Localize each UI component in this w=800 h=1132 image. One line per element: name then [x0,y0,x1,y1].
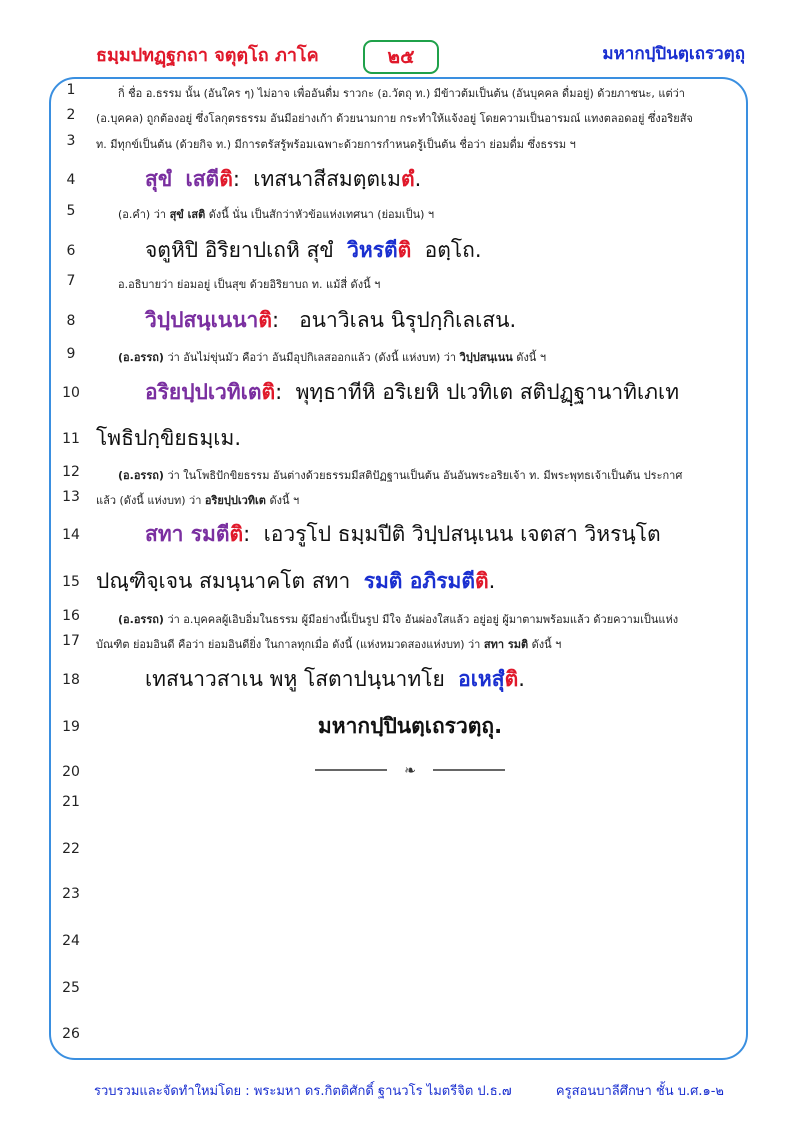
pali-keyword: รมติ อภิรมตี [363,569,475,593]
story-end-title: มหากปฺปินตฺเถรวตฺถุ. [317,714,503,738]
translation-line [96,635,561,653]
line-number: 12 [62,464,80,480]
line-number: 4 [66,172,76,188]
pali-line [145,376,679,409]
translation-text: ดังนี้ นั่น เป็นสักว่าหัวข้อแห่งเทศนา (ย่อมเป็น) ฯ [208,208,435,221]
translation-text: แล้ว (ดังนี้ แห่งบท) ว่า [96,494,202,507]
line-number: 21 [62,794,80,810]
line-number: 5 [66,203,76,219]
pali-line [145,663,525,696]
line-number: 16 [62,608,80,624]
pali-emphasis: ตํ [401,167,415,191]
line-number: 24 [62,933,80,949]
pali-text: เทสนาวสาเน พหู โสตาปนฺนาทโย [145,667,445,691]
translation-keyword: (อ.อรรถ) [118,351,164,364]
translation-text: ดังนี้ ฯ [269,494,300,507]
period: . [518,667,525,691]
line-number: 15 [62,574,80,590]
pali-keyword: อเหสุํ [458,667,505,691]
pali-keyword: สุขํ [145,167,173,191]
line-number: 20 [62,764,80,780]
pali-text: เอวรูโป ธมฺมปีติ วิปฺปสนฺเนน เจตสา วิหรนฺโต [263,522,661,546]
pali-text: เทสนาสีสมตฺตเม [253,167,402,191]
line-number: 13 [62,489,80,505]
translation-text: ดังนี้ ฯ [531,638,562,651]
line-number: 25 [62,980,80,996]
ornament-glyph: ❧ [404,763,416,778]
line-number: 2 [66,107,76,123]
iti-particle: ติ [504,667,519,691]
pali-line [145,234,482,267]
pali-line [145,518,661,551]
ornament-divider [315,762,505,778]
line-number: 7 [66,273,76,289]
line-number: 6 [66,243,76,259]
pali-line: โพธิปกฺขิยธมฺเม. [96,426,242,450]
line-number: 11 [62,431,80,447]
translation-line [96,491,299,509]
line-number: 17 [62,633,80,649]
pali-line [145,163,421,196]
translation-text: บัณฑิต ย่อมอินดี คือว่า ย่อมอินดียิ่ง ในกาลทุกเมื่อ ดังนี้ (แห่งหมวดสองแห่งบท) ว่า [96,638,481,651]
line-number: 26 [62,1026,80,1042]
pali-line [96,565,495,598]
line-number: 3 [66,133,76,149]
translation-keyword: (อ.อรรถ) [118,469,164,482]
pali-keyword: สทา รมตี [145,522,230,546]
translation-text: ดังนี้ ฯ [516,351,547,364]
pali-keyword: วิปฺปสนฺเนนา [145,308,259,332]
iti-particle: ติ [474,569,489,593]
line-number: 9 [66,346,76,362]
pali-keyword: เสตี [185,167,220,191]
pali-text: อตฺโถ. [424,238,482,262]
translation-line: อ.อธิบายว่า ย่อมอยู่ เป็นสุข ด้วยอิริยาบถ ท. แม้สี่ ดังนี้ ฯ [118,278,381,291]
colon: : [243,522,251,546]
book-title: ธมฺมปทฏฺฐกถา จตุตฺโถ ภาโค [96,45,319,66]
translation-line [118,348,546,366]
translation-text: ว่า อ.บุคคลผู้เอิบอิ่มในธรรม ผู้มีอย่างนี้เป็นรูป มีใจ อันผ่องใสแล้ว อยู่อยู่ ผู้มาตามพร้อมแล้ว ด้วยความเป็นแห่ง [167,613,679,626]
pali-text: พุทฺธาทีหิ อริเยหิ ปเวทิเต สติปฏฺฐานาทิเภเท [295,380,680,404]
translation-line [118,610,678,628]
translation-text: ว่า ในโพธิปักขิยธรรม อันต่างด้วยธรรมมีสติปัฏฐานเป็นต้น อันอันพระอริยเจ้า ท. มีพระพุทธเจ้าเป็นต้น ประกาศ [167,469,683,482]
translation-text: (อ.คำ) ว่า [118,208,167,221]
pali-text: จตูหิปิ อิริยาปเถหิ สุขํ [145,238,334,262]
colon: : [271,308,280,332]
iti-particle: ติ [258,308,272,332]
line-number: 8 [66,313,76,329]
iti-particle: ติ [397,238,412,262]
pali-text: ปณฺฑิจฺเจน สมนฺนาคโต สทา [96,569,351,593]
line-number: 10 [62,385,80,401]
compiler-credit: รวบรวมและจัดทำใหม่โดย : พระมหา ดร.กิตติศักดิ์ ฐานวโร ไมตรีจิต ป.ธ.๗ [94,1084,512,1099]
pali-keyword: วิหรตี [347,238,398,262]
pali-keyword: อริยปฺปเวทิเต [145,380,262,404]
translation-line: ท. มีทุกข์เป็นต้น (ด้วยกิจ ท.) มีการตรัสรู้พร้อมเฉพาะด้วยการกำหนดรู้เป็นต้น ชื่อว่า ย่อมดื่ม ซึ่งธรรม ฯ [96,138,576,151]
translation-keyword: (อ.อรรถ) [118,613,164,626]
line-number: 14 [62,527,80,543]
teacher-credit: ครูสอนบาลีศึกษา ชั้น บ.ศ.๑-๒ [555,1084,724,1099]
story-title: มหากปฺปินตฺเถรวตฺถุ [602,44,745,64]
page-number: ๒๕ [363,40,439,74]
translation-line: กิ่ ชื่อ อ.ธรรม นั้น (อันใคร ๆ) ไม่อาจ เพื่ออันดื่ม ราวกะ (อ.วัตถุ ท.) มีข้าวต้มเป็นต้น (อันบุคคล ดื่มอยู่) ด้วยภาชนะ, แต่ว่า [118,87,685,100]
translation-keyword: วิปฺปสนฺเนน [459,351,513,364]
line-number: 22 [62,841,80,857]
translation-line: (อ.บุคคล) ถูกต้องอยู่ ซึ่งโลกุตรธรรม อันมีอย่างเก้า ด้วยนามกาย กระทำให้แจ้งอยู่ โดยความเป็นอารมณ์ แทงตลอดอยู่ ซึ่งอริยสัจ [96,112,693,125]
iti-particle: ติ [229,522,244,546]
translation-line [118,205,434,223]
iti-particle: ติ [261,380,276,404]
line-number: 19 [62,719,80,735]
iti-particle: ติ [219,167,233,191]
line-number: 23 [62,886,80,902]
colon: : [232,167,240,191]
pali-line [145,304,516,337]
period: . [488,569,496,593]
line-number: 1 [66,82,76,98]
translation-line [118,466,682,484]
line-number: 18 [62,672,80,688]
pali-text: อนาวิเลน นิรุปกฺกิเลเสน. [299,308,517,332]
translation-text: ว่า อันไม่ขุ่นมัว คือว่า อันมีอุปกิเลสออกแล้ว (ดังนี้ แห่งบท) ว่า [167,351,457,364]
colon: : [275,380,283,404]
period: . [414,167,422,191]
translation-keyword: อริยปฺปเวทิเต [204,494,266,507]
translation-keyword: สุขํ เสติ [169,208,206,221]
translation-keyword: สทา รมติ [483,638,529,651]
